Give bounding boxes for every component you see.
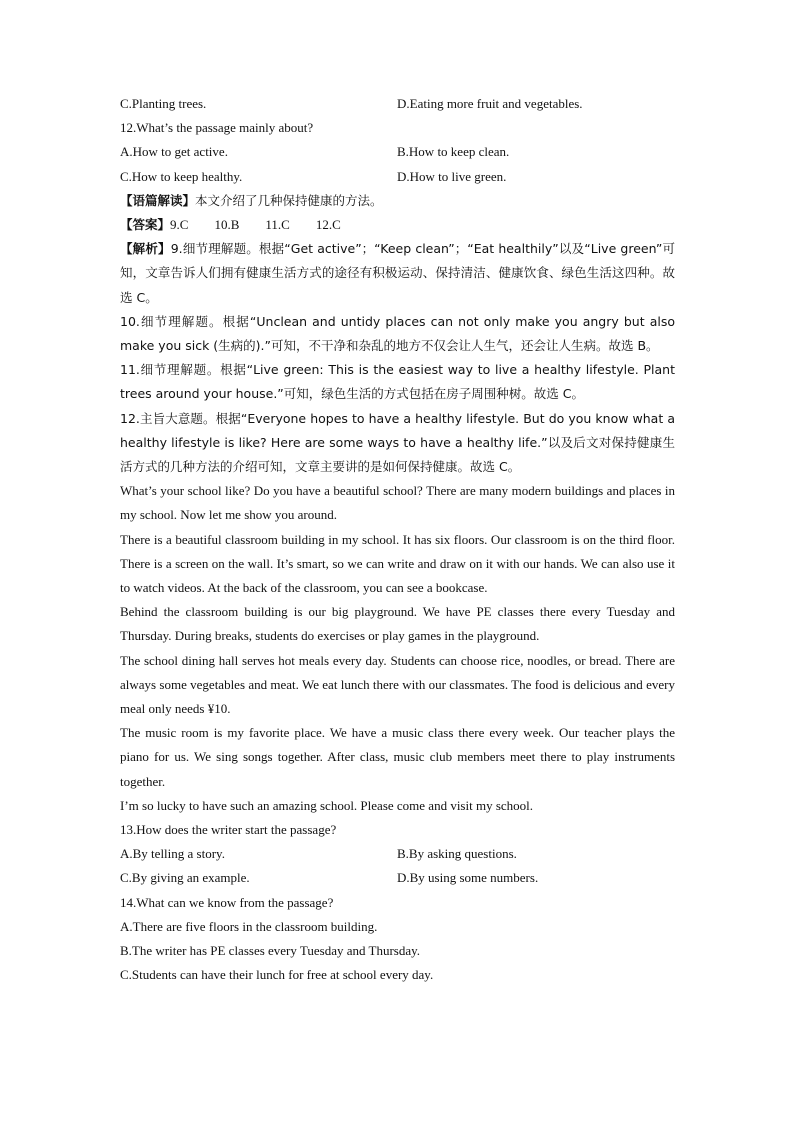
summary-text: 本文介绍了几种保持健康的方法。 [195,192,383,208]
q14-option-a: A.There are five floors in the classroom building. [120,918,378,934]
q12-options-row-2 [120,165,675,189]
q13-options-row-2 [120,866,675,890]
q11-options-row [120,92,675,116]
q11-option-d: D.Eating more fruit and vegetables. [397,96,583,111]
q12-option-d: D.How to live green. [397,168,507,184]
answer-12: 12.C [315,216,341,232]
passage-paragraph-6: I’m so lucky to have such an amazing school. Please come and visit my school. [120,797,534,813]
q13-option-a: A.By telling a story. [120,846,225,862]
analysis-tag: 【解析】 [120,241,171,257]
q12-options-row-1 [120,140,675,164]
passage-paragraph-2: There is a beautiful classroom building in my school. It has six floors. Our classroom is on the third floor. There is a screen on the wall. It’s smart, so we can write and draw on it with our hands. We can also use it to watch videos. At the back of the classroom, you can see a bookcase. [120,531,675,595]
summary-line [120,189,675,213]
passage-paragraph-3: Behind the classroom building is our big playground. We have PE classes there every Tuesday and Thursday. During breaks, students do exercises or play games in the playground. [120,604,675,644]
q13-option-d: D.By using some numbers. [397,870,539,886]
q12-option-b: B.How to keep clean. [397,144,510,160]
q13-options-row-1 [120,842,675,866]
answers-line [120,213,675,237]
q12-option-a: A.How to get active. [120,144,228,160]
analysis-11: 11.细节理解题。根据“Live green: This is the easiest way to live a healthy lifestyle. Plant trees around your house.”可知，绿色生活的方式包括在房子周围种树。故选 C。 [120,362,675,402]
analysis-12: 12.主旨大意题。根据“Everyone hopes to have a healthy lifestyle. But do you know what a healthy lifestyle is like? Here are some ways to have a healthy life.”以及后文对保持健康生活方式的几种方法的介绍可知，文章主要讲的是如何保持健康。故选 C。 [120,410,675,474]
analysis-10: 10.细节理解题。根据“Unclean and untidy places can not only make you angry but also make you sick (生病的).”可知，不干净和杂乱的地方不仅会让人生气，还会让人生病。故选 B。 [120,313,675,353]
answer-11: 11.C [265,216,290,232]
passage-paragraph-5: The music room is my favorite place. We have a music class there every week. Our teacher plays the piano for us. We sing songs together. After class, music club members meet there to play instruments together. [120,725,675,789]
q13-option-b: B.By asking questions. [397,846,517,862]
document-page [120,92,675,987]
analysis-9 [120,237,675,310]
q14-stem: 14.What can we know from the passage? [120,894,334,910]
q13-option-c: C.By giving an example. [120,870,250,886]
answers-tag: 【答案】 [120,216,171,232]
answer-10: 10.B [214,216,240,232]
q14-option-c: C.Students can have their lunch for free at school every day. [120,967,434,983]
q13-stem: 13.How does the writer start the passage? [120,822,337,837]
analysis-9-text: 9.细节理解题。根据“Get active”；“Keep clean”；“Eat healthily”以及“Live green”可知，文章告诉人们拥有健康生活方式的途径有积极运动、保持清洁、健康饮食、绿色生活这四种。故选 C。 [120,241,675,305]
answer-9: 9.C [170,216,189,232]
q12-stem: 12.What’s the passage mainly about? [120,120,314,136]
q11-option-c: C.Planting trees. [120,96,207,111]
q12-option-c: C.How to keep healthy. [120,168,243,184]
q14-option-b: B.The writer has PE classes every Tuesday and Thursday. [120,942,421,958]
passage-paragraph-1: What’s your school like? Do you have a beautiful school? There are many modern buildings and places in my school. Now let me show you around. [120,483,675,523]
passage-paragraph-4: The school dining hall serves hot meals every day. Students can choose rice, noodles, or bread. There are always some vegetables and meat. We eat lunch there with our classmates. The food is delicious and every meal only needs ¥10. [120,652,675,716]
summary-tag: 【语篇解读】 [120,192,196,208]
